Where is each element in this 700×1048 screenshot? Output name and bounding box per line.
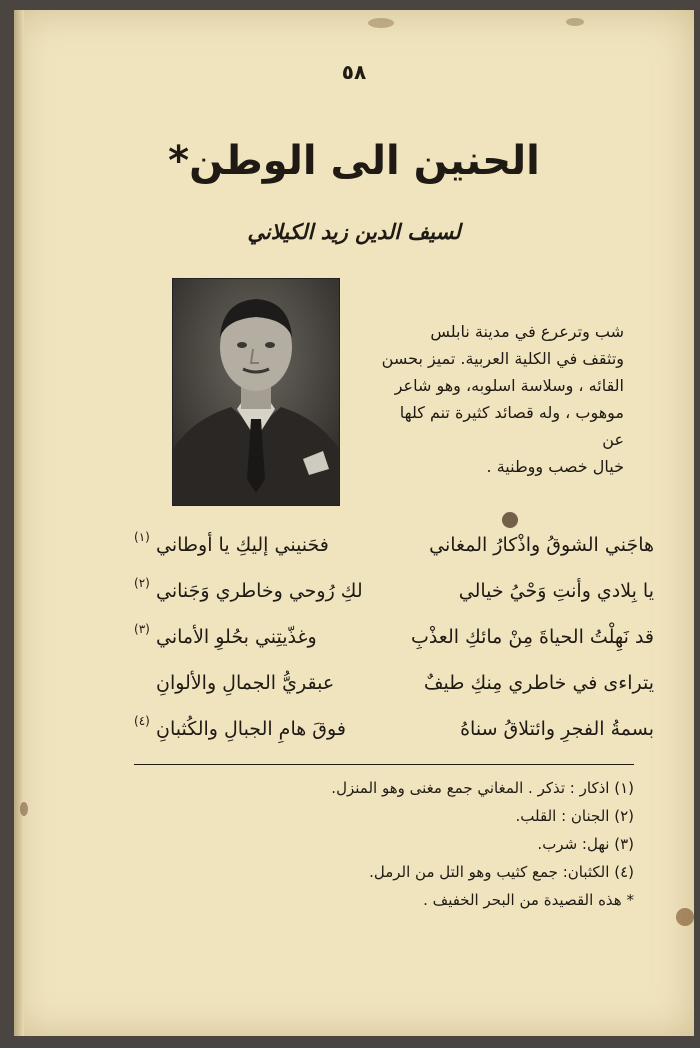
paper-stain	[676, 908, 694, 926]
verse-second-hemistich: فحَنيني إليكِ يا أوطاني	[156, 534, 329, 556]
footnote-number: (١)	[614, 779, 634, 797]
footnote-number: (٣)	[614, 835, 634, 853]
verse-line	[134, 574, 654, 620]
footnote-text: الجنان : القلب.	[515, 807, 610, 825]
poem-title: الحنين الى الوطن*	[168, 138, 540, 184]
verse-line	[134, 666, 654, 712]
verse-line	[134, 712, 654, 758]
poet-portrait	[172, 278, 340, 506]
footnote	[134, 886, 634, 914]
poet-biography	[374, 318, 624, 480]
paper-stain	[368, 18, 394, 28]
paper-stain	[566, 18, 584, 26]
verse-second-hemistich: عبقريُّ الجمالِ والألوانِ	[156, 672, 335, 694]
footnote-text: نهل: شرب.	[537, 835, 610, 853]
page-number: ٥٨	[341, 60, 367, 84]
verse-footnote-marker: (٢)	[134, 576, 150, 590]
verse-footnote-marker: (٣)	[134, 622, 150, 636]
poem-author: لسيف الدين زيد الكيلاني	[247, 220, 461, 244]
footnote-text: الكثبان: جمع كثيب وهو التل من الرمل.	[369, 863, 610, 881]
verse-footnote-marker: (١)	[134, 530, 150, 544]
poem-verses	[134, 528, 654, 758]
verse-first-hemistich: يا بِلادي وأنتِ وَحْيُ خيالي	[458, 580, 654, 602]
verse-first-hemistich: يتراءى في خاطري مِنكِ طيفٌ	[423, 672, 654, 694]
bio-line: موهوب ، وله قصائد كثيرة تنم كلها عن	[399, 403, 624, 449]
verse-second-hemistich: لكِ رُوحي وخاطري وَجَناني	[156, 580, 363, 602]
bio-line: شب وترعرع في مدينة نابلس	[430, 322, 624, 341]
verse-line	[134, 528, 654, 574]
footnotes	[134, 774, 634, 914]
verse-first-hemistich: هاجَني الشوقُ واذْكارُ المغاني	[429, 534, 654, 556]
footnote	[134, 830, 634, 858]
bio-line: القائه ، وسلاسة اسلوبه، وهو شاعر	[394, 376, 624, 395]
footnote-number: (٤)	[614, 863, 634, 881]
verse-first-hemistich: قد نَهِلْتُ الحياةَ مِنْ مائكِ العذْبِ	[410, 626, 654, 648]
paper-stain	[20, 802, 28, 816]
footnote	[134, 774, 634, 802]
footnote-number: *	[626, 891, 634, 909]
verse-second-hemistich: وغذّيتِني بحُلوِ الأماني	[156, 626, 317, 648]
footnote-text: اذكار : تذكر . المغاني جمع مغنى وهو المنزل.	[331, 779, 610, 797]
verse-first-hemistich: بسمةُ الفجرِ وائتلاقُ سناهُ	[460, 718, 654, 740]
paper-stain	[502, 512, 518, 528]
footnote	[134, 858, 634, 886]
verse-line	[134, 620, 654, 666]
book-page	[14, 10, 694, 1036]
footnote	[134, 802, 634, 830]
footnote-number: (٢)	[614, 807, 634, 825]
footnote-text: هذه القصيدة من البحر الخفيف .	[423, 891, 622, 909]
bio-line: وتثقف في الكلية العربية. تميز بحسن	[381, 349, 624, 368]
verse-second-hemistich: فوقَ هامِ الجبالِ والكُثبانِ	[156, 718, 346, 740]
bio-line: خيال خصب ووطنية .	[486, 457, 624, 476]
footnote-divider	[134, 764, 634, 765]
portrait-image	[173, 279, 339, 505]
verse-footnote-marker: (٤)	[134, 714, 150, 728]
